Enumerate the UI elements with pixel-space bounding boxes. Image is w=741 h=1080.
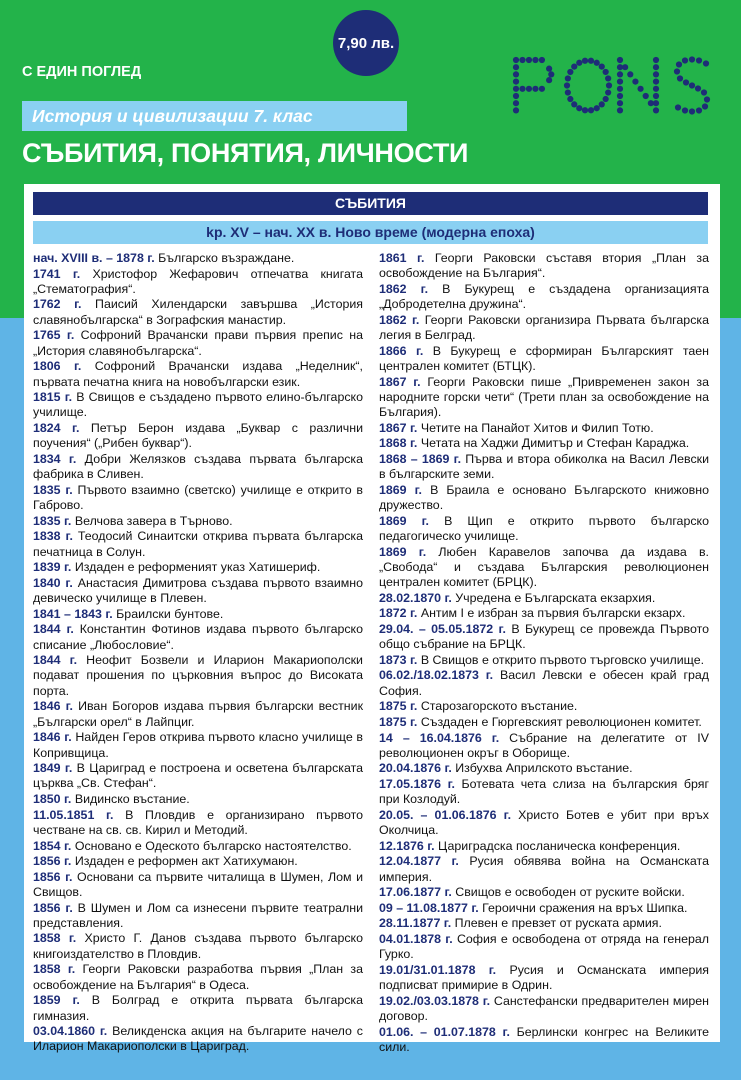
event-entry xyxy=(379,963,709,994)
event-text: В Болград е открита първата българска гимназия. xyxy=(33,993,364,1023)
event-text: Христофор Жефарович отпечатва книгата „Стематография“. xyxy=(33,266,363,296)
event-date: 1838 г. xyxy=(33,529,73,544)
event-text: Христо Ботев е убит при връх Околчица. xyxy=(379,807,709,838)
subject-banner: История и цивилизации 7. клас xyxy=(22,101,407,131)
event-entry xyxy=(33,839,363,854)
event-text: В Шумен и Лом са изнесени първите театрални представления. xyxy=(33,900,363,930)
event-text: Антим I е избран за първия български екзарх. xyxy=(420,606,686,621)
event-date: 1867 г. xyxy=(379,374,421,389)
event-entry xyxy=(33,390,363,421)
event-date: 1849 г. xyxy=(33,761,73,776)
event-text: В Букурещ е сформиран Българският таен централен комитет (БТЦК). xyxy=(379,343,709,373)
event-date: 1862 г. xyxy=(379,312,420,327)
event-entry xyxy=(379,916,709,931)
event-entry xyxy=(379,622,709,653)
event-text: Ботевата чета слиза на българския бряг при Козлодуй. xyxy=(379,777,709,807)
event-text: В Букурещ е създадена организацията „Добродетелна дружина“. xyxy=(379,281,709,312)
event-text: Русия обявява война на Османската империя. xyxy=(379,854,709,884)
event-entry xyxy=(379,313,709,344)
event-entry xyxy=(33,251,363,266)
event-entry xyxy=(379,699,709,714)
event-entry xyxy=(379,808,709,839)
event-text: В Пловдив е организирано първото честване на св. св. Кирил и Методий. xyxy=(33,807,363,837)
event-entry xyxy=(379,282,709,313)
event-date: 1765 г. xyxy=(33,328,75,343)
event-text: Старозагорското въстание. xyxy=(420,699,578,714)
event-text: В Щип е открито първото българско педагогическо училище. xyxy=(379,513,709,544)
event-date: 12.1876 г. xyxy=(379,838,435,853)
event-entry xyxy=(379,375,709,421)
event-text: Великденска акция на българите начело с Иларион Макариополски в Цариград. xyxy=(33,1024,363,1054)
event-text: Найден Геров открива първото класно училище в Копривщица. xyxy=(33,730,364,760)
event-text: Четата на Хаджи Димитър и Стефан Караджа. xyxy=(420,436,690,451)
event-date: 1846 г. xyxy=(33,730,72,745)
event-date: 1824 г. xyxy=(33,421,80,436)
event-text: В Цариград е построена и осветена българската църква „Св. Стефан“. xyxy=(33,761,364,791)
event-text: Цариградска посланическа конференция. xyxy=(438,838,681,853)
event-entry xyxy=(33,761,363,792)
event-date: 09 – 11.08.1877 г. xyxy=(379,900,479,915)
section-subheading: kp. XV – нач. XX в. Ново време (модерна епоха) xyxy=(33,221,708,244)
event-date: 1856 г. xyxy=(33,869,73,884)
event-text: Издаден е реформеният указ Хатишериф. xyxy=(74,560,321,575)
event-text: В Букурещ се провежда Първото общо събрание на БРЦК. xyxy=(379,621,710,652)
event-date: 1869 г. xyxy=(379,482,422,497)
event-date: 1862 г. xyxy=(379,281,429,296)
event-entry xyxy=(33,993,363,1024)
event-entry xyxy=(379,514,709,545)
event-entry xyxy=(379,994,709,1025)
event-text: Софроний Врачански прави първия препис на „История славянобългарска“. xyxy=(33,328,363,358)
event-date: 19.01/31.01.1878 г. xyxy=(379,962,497,977)
event-date: 1858 г. xyxy=(33,962,76,977)
event-text: Христо Г. Данов създава първото българско книгоиздателство в Пловдив. xyxy=(33,931,363,961)
event-date: 1844 г. xyxy=(33,622,74,637)
event-entry xyxy=(379,731,709,762)
events-column-right xyxy=(379,251,709,1056)
event-date: 1856 г. xyxy=(33,900,73,915)
event-date: 17.05.1876 г. xyxy=(379,777,455,792)
event-text: Издаден е реформен акт Хатихумаюн. xyxy=(74,854,298,869)
event-date: 1762 г. xyxy=(33,297,82,312)
event-date: 28.11.1877 г. xyxy=(379,916,452,931)
event-date: 1806 г. xyxy=(33,359,82,374)
event-entry xyxy=(33,854,363,869)
section-heading: СЪБИТИЯ xyxy=(33,192,708,215)
event-entry xyxy=(379,436,709,451)
event-entry xyxy=(379,839,709,854)
event-date: 1835 г. xyxy=(33,513,72,528)
event-text: Константин Фотинов издава първото българско списание „Любословие“. xyxy=(33,622,363,652)
event-entry xyxy=(379,606,709,621)
event-text: Санстефански предварителен мирен договор. xyxy=(379,993,709,1024)
event-entry xyxy=(33,359,363,390)
events-column-left xyxy=(33,251,363,1055)
event-date: 03.04.1860 г. xyxy=(33,1024,108,1039)
event-entry xyxy=(379,901,709,916)
event-entry xyxy=(379,653,709,668)
event-text: Велчова завера в Търново. xyxy=(74,513,233,528)
content-panel xyxy=(24,184,720,1055)
event-text: Любен Каравелов започва да издава в. „Свобода“ и създава Българския революционен централен комитет (БРЦК). xyxy=(379,544,710,590)
event-text: Първото взаимно (светско) училище е открито в Габрово. xyxy=(33,482,363,513)
event-date: 1815 г. xyxy=(33,390,73,405)
event-entry xyxy=(33,529,363,560)
event-entry xyxy=(33,792,363,807)
event-text: Събрание на делегатите от IV революционен окръг в Оборище. xyxy=(379,730,709,760)
event-text: Основани са първите читалища в Шумен, Лом и Свищов. xyxy=(33,869,363,899)
event-text: Първа и втора обиколка на Васил Левски в българските земи. xyxy=(379,451,709,482)
event-date: 1872 г. xyxy=(379,606,418,621)
event-date: нач. XVIII в. – 1878 г. xyxy=(33,251,155,265)
event-entry xyxy=(379,885,709,900)
event-text: Георги Раковски разработва първия „План за освобождение на България“ в Одеса. xyxy=(33,962,363,992)
event-date: 1875 г. xyxy=(379,699,418,714)
event-date: 04.01.1878 г. xyxy=(379,932,453,947)
event-text: Създаден е Гюргевският революционен комитет. xyxy=(420,714,702,729)
event-date: 1850 г. xyxy=(33,792,72,807)
event-entry xyxy=(33,560,363,575)
event-text: Петър Берон издава „Буквар с различни поучения“ („Рибен буквар“). xyxy=(33,421,363,451)
event-text: Берлински конгрес на Великите сили. xyxy=(379,1024,709,1055)
event-text: Русия и Османската империя подписват примирие в Одрин. xyxy=(379,962,709,993)
event-entry xyxy=(33,653,363,699)
event-date: 1875 г. xyxy=(379,714,418,729)
event-date: 1869 г. xyxy=(379,513,430,528)
event-date: 20.05. – 01.06.1876 г. xyxy=(379,807,512,822)
event-date: 28.02.1870 г. xyxy=(379,590,452,605)
event-date: 1856 г. xyxy=(33,854,72,869)
event-date: 06.02./18.02.1873 г. xyxy=(379,668,494,683)
event-entry xyxy=(33,514,363,529)
series-label: С ЕДИН ПОГЛЕД xyxy=(22,64,142,80)
event-text: Паисий Хилендарски завършва „История славянобългарска“ в Зографския манастир. xyxy=(33,297,363,327)
event-text: Героични сражения на връх Шипка. xyxy=(482,900,688,915)
event-date: 1741 г. xyxy=(33,266,81,281)
event-date: 1841 – 1843 г. xyxy=(33,606,113,621)
event-date: 1867 г. xyxy=(379,420,418,435)
event-text: Учредена е Българската екзархия. xyxy=(455,590,656,605)
event-date: 1840 г. xyxy=(33,575,73,590)
event-date: 1873 г. xyxy=(379,652,418,667)
event-date: 1834 г. xyxy=(33,451,77,466)
event-text: Основано е Одеското българско настоятелство. xyxy=(74,838,352,853)
event-date: 14 – 16.04.1876 г. xyxy=(379,730,500,745)
event-entry xyxy=(379,715,709,730)
event-text: Васил Левски е обесен край град София. xyxy=(379,668,709,698)
event-entry xyxy=(379,1025,709,1056)
event-date: 20.04.1876 г. xyxy=(379,761,452,776)
event-entry xyxy=(379,854,709,885)
event-date: 1868 г. xyxy=(379,436,418,451)
event-date: 1869 г. xyxy=(379,544,427,559)
event-date: 1859 г. xyxy=(33,993,80,1008)
event-text: Българско възраждане. xyxy=(158,251,295,265)
event-text: Софроний Врачански издава „Неделник“, първата печатна книга на новобългарски език. xyxy=(33,359,363,389)
event-text: Четите на Панайот Хитов и Филип Тотю. xyxy=(420,420,654,435)
event-entry xyxy=(379,452,709,483)
event-entry xyxy=(379,591,709,606)
event-date: 11.05.1851 г. xyxy=(33,807,114,822)
event-text: Видинско въстание. xyxy=(74,792,190,807)
event-entry xyxy=(33,576,363,607)
event-text: Иван Богоров издава първия български вестник „Български орел“ в Лайпциг. xyxy=(33,699,363,729)
event-text: Георги Раковски пише „Привременен закон за народните горски чети“ (Трети план за освобождение на България). xyxy=(379,374,709,420)
event-date: 1839 г. xyxy=(33,560,72,575)
event-entry xyxy=(379,777,709,808)
event-entry xyxy=(379,545,709,591)
event-entry xyxy=(33,962,363,993)
event-entry xyxy=(33,297,363,328)
event-date: 1866 г. xyxy=(379,343,424,358)
event-entry xyxy=(33,1024,363,1055)
event-text: Плевен е превзет от руската армия. xyxy=(454,916,662,931)
event-entry xyxy=(33,931,363,962)
event-date: 17.06.1877 г. xyxy=(379,885,452,900)
event-entry xyxy=(379,483,709,514)
event-date: 12.04.1877 г. xyxy=(379,854,459,869)
event-entry xyxy=(379,344,709,375)
event-date: 1858 г. xyxy=(33,931,77,946)
event-date: 29.04. – 05.05.1872 г. xyxy=(379,621,506,636)
event-entry xyxy=(33,267,363,298)
event-date: 01.06. – 01.07.1878 г. xyxy=(379,1024,510,1039)
event-entry xyxy=(33,421,363,452)
event-text: Георги Раковски организира Първата българска легия в Белград. xyxy=(379,312,709,343)
price-badge: 7,90 лв. xyxy=(333,10,399,76)
event-text: Избухва Априлското въстание. xyxy=(455,761,633,776)
event-text: В Свищов е открито първото търговско училище. xyxy=(420,652,705,667)
event-entry xyxy=(379,421,709,436)
event-entry xyxy=(33,607,363,622)
event-entry xyxy=(33,901,363,932)
event-text: В Браила е основано Българското книжовно дружество. xyxy=(379,482,709,513)
event-date: 1835 г. xyxy=(33,482,73,497)
event-date: 19.02./03.03.1878 г. xyxy=(379,993,491,1008)
event-date: 1868 – 1869 г. xyxy=(379,451,462,466)
event-entry xyxy=(33,808,363,839)
event-entry xyxy=(33,622,363,653)
event-text: В Свищов е създадено първото елино-българско училище. xyxy=(33,390,363,420)
event-text: Браилски бунтове. xyxy=(116,606,224,621)
event-date: 1854 г. xyxy=(33,838,72,853)
event-text: София е освободена от отряда на генерал Гурко. xyxy=(379,932,709,962)
event-entry xyxy=(33,730,363,761)
event-entry xyxy=(379,668,709,699)
event-entry xyxy=(33,452,363,483)
event-date: 1861 г. xyxy=(379,251,425,265)
event-entry xyxy=(33,483,363,514)
event-date: 1846 г. xyxy=(33,699,73,714)
event-text: Неофит Бозвели и Иларион Макариополски подават прошения по църковния въпрос до Високата порта. xyxy=(33,653,363,698)
event-text: Добри Желязков създава първата българска фабрика в Сливен. xyxy=(33,451,363,482)
event-text: Свищов е освободен от руските войски. xyxy=(455,885,685,900)
event-entry xyxy=(33,328,363,359)
page-title: СЪБИТИЯ, ПОНЯТИЯ, ЛИЧНОСТИ xyxy=(22,138,469,168)
event-entry xyxy=(33,870,363,901)
event-text: Теодосий Синаитски открива първата българска печатница в Солун. xyxy=(33,529,363,559)
event-entry xyxy=(379,761,709,776)
event-entry xyxy=(379,932,709,963)
event-date: 1844 г. xyxy=(33,653,78,668)
pons-logo xyxy=(512,56,720,120)
event-entry xyxy=(33,699,363,730)
event-entry xyxy=(379,251,709,282)
event-text: Георги Раковски съставя втория „План за освобождение на България“. xyxy=(379,251,709,281)
event-text: Анастасия Димитрова създава първото взаимно девическо училище в Плевен. xyxy=(33,575,363,606)
